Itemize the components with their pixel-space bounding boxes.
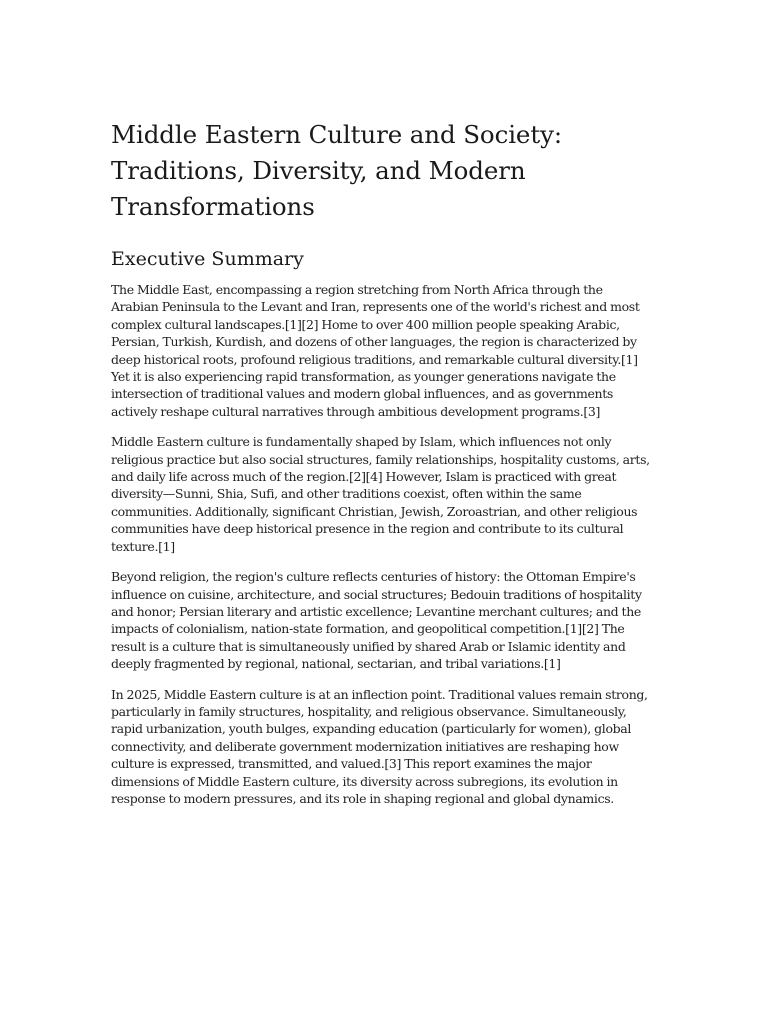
body-paragraph-1: The Middle East, encompassing a region stretching from North Africa through the Arabian Peninsula to the Levant and Iran, represents one of the world's richest and most complex cultural landscapes.[1][2] Home to over 400 million people speaking Arabic, Persian, Turkish, Kurdish, and dozens of other languages, the region is characterized by deep historical roots, profound religious traditions, and remarkable cultural diversity.[1] Yet it is also experiencing rapid transformation, as younger generations navigate the intersection of traditional values and modern global influences, and as governments actively reshape cultural narratives through ambitious development programs.[3]: [111, 282, 640, 419]
document-page: [111, 117, 651, 807]
document-title: Middle Eastern Culture and Society: Traditions, Diversity, and Modern Transformations: [111, 120, 562, 221]
section-heading-executive-summary: Executive Summary: [111, 248, 304, 270]
body-paragraph-4: In 2025, Middle Eastern culture is at an inflection point. Traditional values remain strong, particularly in family structures, hospitality, and religious observance. Simultaneously, rapid urbanization, youth bulges, expanding education (particularly for women), global connectivity, and deliberate government modernization initiatives are reshaping how culture is expressed, transmitted, and valued.[3] This report examines the major dimensions of Middle Eastern culture, its diversity across subregions, its evolution in response to modern pressures, and its role in shaping regional and global dynamics.: [111, 686, 648, 806]
body-paragraph-2: Middle Eastern culture is fundamentally shaped by Islam, which influences not only religious practice but also social structures, family relationships, hospitality customs, arts, and daily life across much of the region.[2][4] However, Islam is practiced with great diversity—Sunni, Shia, Sufi, and other traditions coexist, often within the same communities. Additionally, significant Christian, Jewish, Zoroastrian, and other religious communities have deep historical presence in the region and contribute to its cultural texture.[1]: [111, 434, 650, 554]
body-paragraph-3: Beyond religion, the region's culture reflects centuries of history: the Ottoman Empire's influence on cuisine, architecture, and social structures; Bedouin traditions of hospitality and honor; Persian literary and artistic excellence; Levantine merchant cultures; and the impacts of colonialism, nation-state formation, and geopolitical competition.[1][2] The result is a culture that is simultaneously unified by shared Arab or Islamic identity and deeply fragmented by regional, national, sectarian, and tribal variations.[1]: [111, 569, 642, 672]
